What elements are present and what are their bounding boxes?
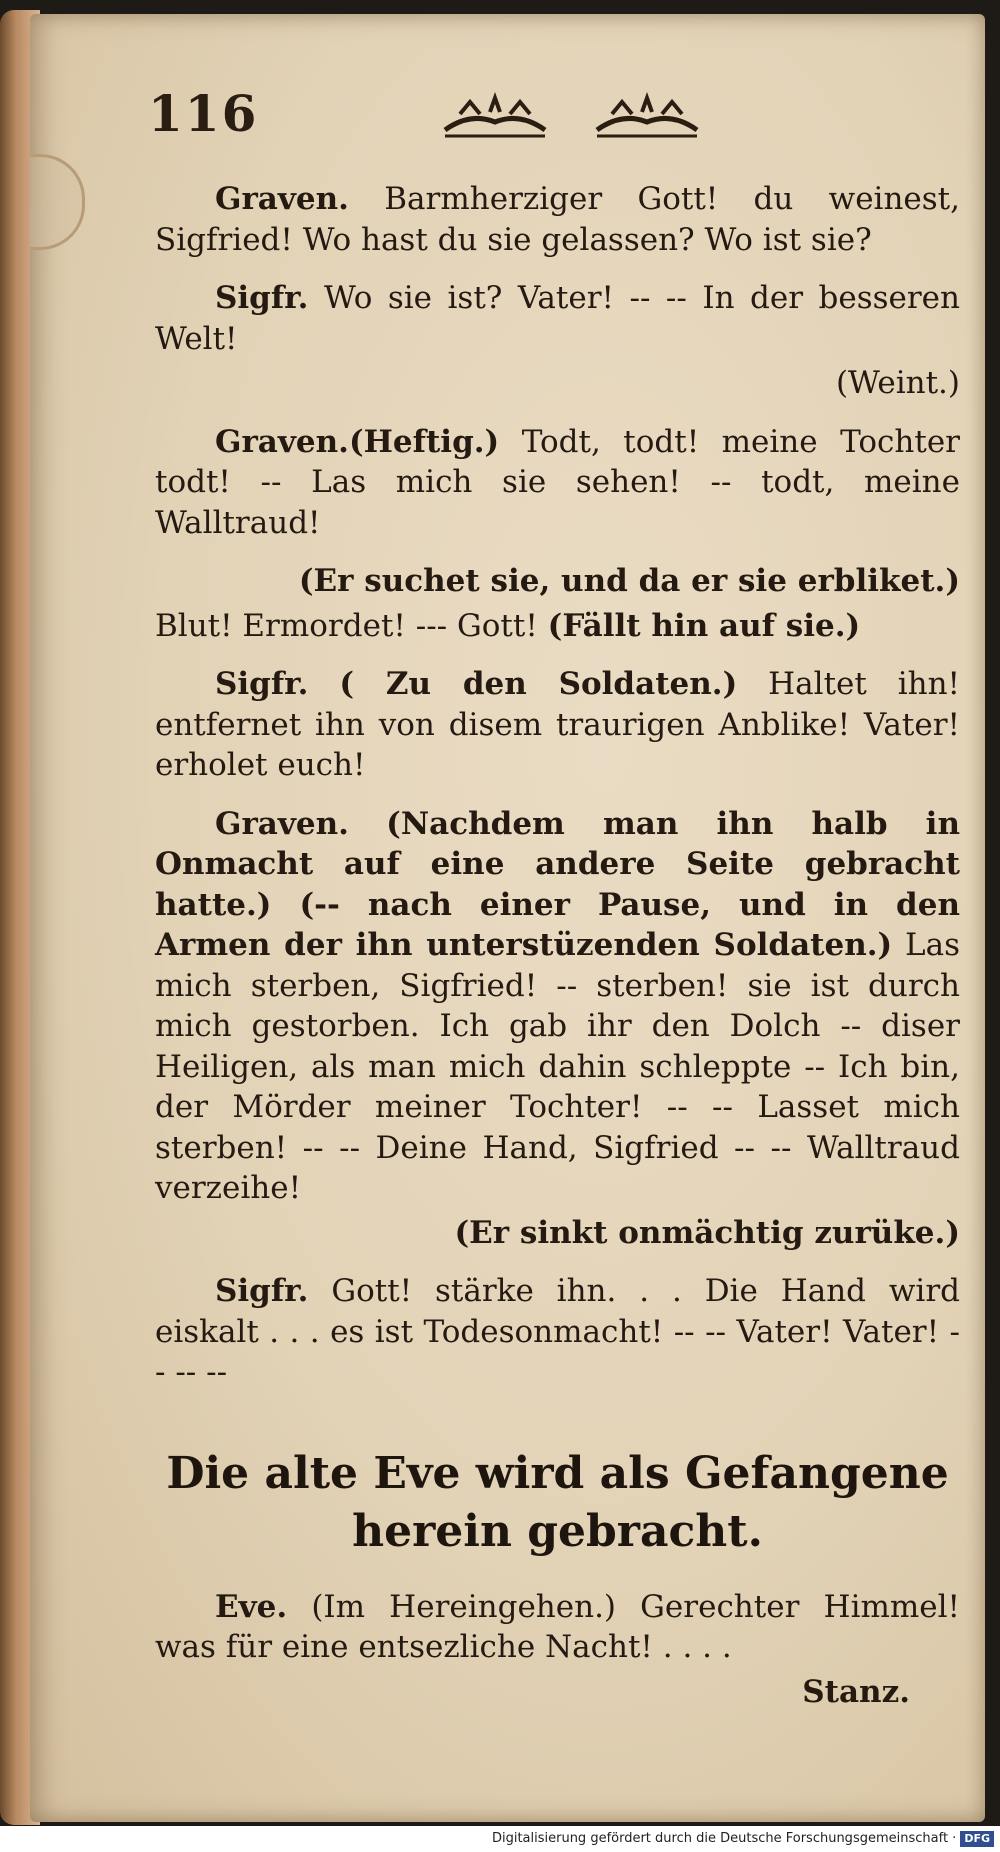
stage-direction: (Im Hereingehen.) [311,1588,617,1625]
dfg-logo: DFG [960,1831,994,1847]
dialogue-paragraph [155,1271,960,1393]
dialogue-paragraph [155,804,960,1209]
dialogue-text: Todt, todt! meine Tochter todt! -- Las mich sie sehen! -- todt, meine Walltraud! [155,423,960,541]
speaker-name: Eve. [215,1588,288,1625]
speaker-name: Sigfr. [215,666,309,702]
stage-direction: (Er sinkt onmächtig zurüke.) [454,1214,960,1251]
catchword: Stanz. [802,1673,910,1710]
stage-direction: (Er suchet sie, und da er sie erbliket.) [298,563,960,599]
ornament-right [592,92,702,142]
footer-credit: Digitalisierung gefördert durch die Deutsche Forschungsgemeinschaft · [491,1831,957,1846]
dialogue-text: Las mich sterben, Sigfried! -- sterben! sie ist durch mich gestorben. Ich gab ihr den Dolch -- diser Heiligen, als man mich dahin schleppte -- Ich bin, der Mörder meiner Tochter! -- -- Lasset mich sterben! -- -- Deine Hand, Sigfried -- -- Walltraud verzeihe! [155,927,960,1206]
dialogue-paragraph [155,606,960,647]
dialogue-text: Barmherziger Gott! du weinest, Sigfried! Wo hast du sie gelassen? Wo ist sie? [155,181,960,258]
thumb-tab [30,154,85,250]
stage-direction: ( Zu den Soldaten.) [339,666,738,702]
stage-direction: (Nachdem man ihn halb in Onmacht auf eine andere Seite gebracht hatte.) (-- nach einer Pause, und in den Armen der ihn unterstüzenden Soldaten.) [155,805,961,963]
dialogue-text: Haltet ihn! entfernet ihn von disem traurigen Anblike! Vater! erholet euch! [155,666,961,783]
speaker-name: Graven. [215,181,349,217]
dialogue-text: Wo sie ist? Vater! -- -- In der besseren Welt! [155,280,960,357]
dialogue-paragraph [155,278,960,359]
speaker-name: Sigfr. [215,1273,309,1309]
digitization-footer [0,1826,1000,1852]
speaker-name: Graven. [215,423,349,460]
book-page [30,14,985,1822]
stage-direction: (Weint.) [835,365,960,401]
dialogue-paragraph [155,664,960,786]
speaker-name: Graven. [215,805,349,842]
dialogue-paragraph [155,1587,960,1668]
ornament-left [440,92,550,142]
scene-heading: Die alte Eve wird als Gefangene herein gebracht. [166,1447,949,1557]
dialogue-text: Gott! stärke ihn. . . Die Hand wird eiskalt . . . es ist Todesonmacht! -- -- Vater! Vater! -- -- -- [155,1273,960,1390]
page-content [155,179,960,1712]
page-number: 116 [148,84,259,143]
dialogue-paragraph [155,179,960,260]
dialogue-text: Blut! Ermordet! --- Gott! [155,607,538,644]
stage-direction: (Heftig.) [348,423,500,460]
stage-direction: (Fällt hin auf sie.) [547,607,861,644]
dialogue-text: Gerechter Himmel! was für eine entsezliche Nacht! . . . . [155,1588,960,1665]
speaker-name: Sigfr. [215,280,309,316]
dialogue-paragraph [155,422,960,544]
